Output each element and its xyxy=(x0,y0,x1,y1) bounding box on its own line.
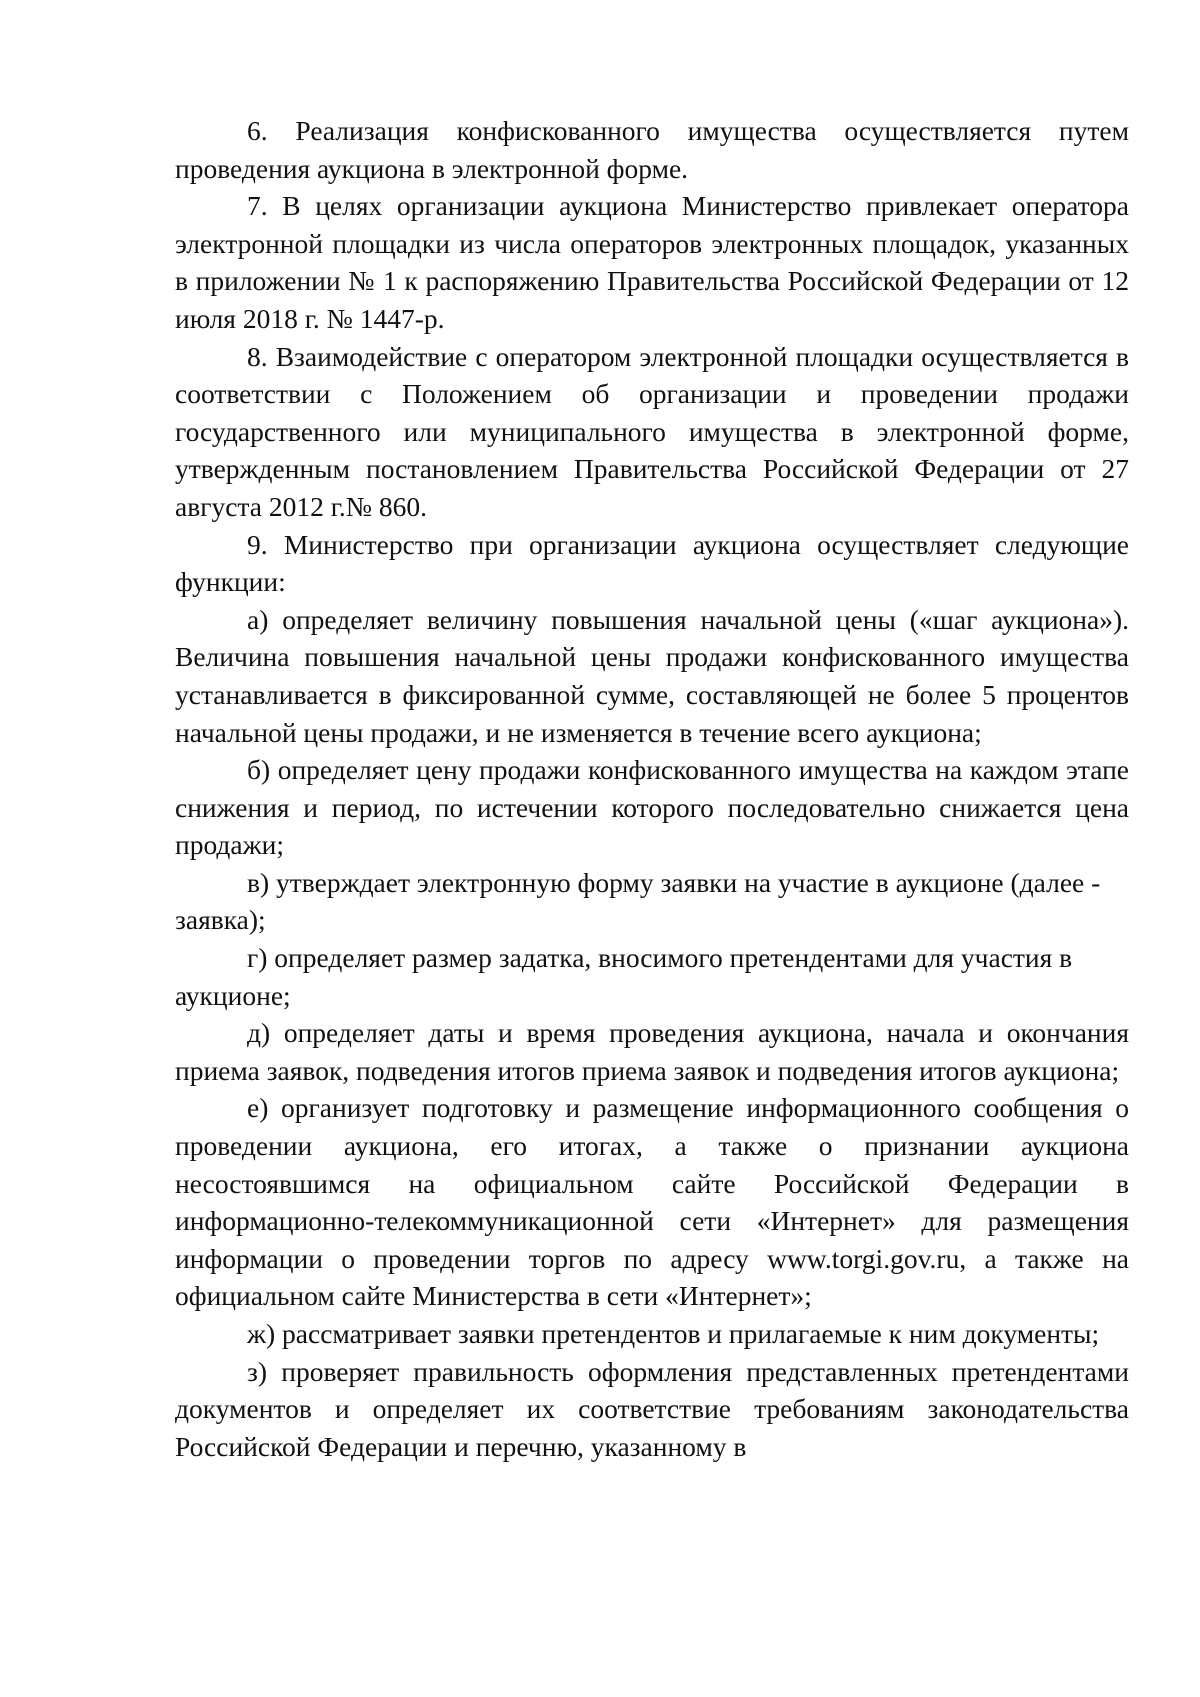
paragraph-item-7: 7. В целях организации аукциона Министерство привлекает оператора электронной площадки из числа операторов электронных площадок, указанных в приложении № 1 к распоряжению Правительства Российской Федерации от 12 июля 2018 г. № 1447-р. xyxy=(175,190,1129,334)
subparagraph-z: з) проверяет правильность оформления представленных претендентами документов и определяет их соответствие требованиям законодательства Российской Федерации и перечню, указанному в xyxy=(175,1355,1129,1462)
subparagraph-d: д) определяет даты и время проведения аукциона, начала и окончания приема заявок, подведения итогов приема заявок и подведения итогов аукциона; xyxy=(175,1017,1129,1086)
subparagraph-a: а) определяет величину повышения начальной цены («шаг аукциона»). Величина повышения начальной цены продажи конфискованного имущества устанавливается в фиксированной сумме, составляющей не более 5 процентов начальной цены продажи, и не изменяется в течение всего аукциона; xyxy=(175,603,1129,748)
subparagraph-b: б) определяет цену продажи конфискованного имущества на каждом этапе снижения и период, по истечении которого последовательно снижается цена продажи; xyxy=(175,754,1129,861)
subparagraph-g: г) определяет размер задатка, вносимого претендентами для участия в аукционе; xyxy=(175,942,1073,1011)
document-body xyxy=(175,112,1129,1465)
paragraph-item-9: 9. Министерство при организации аукциона осуществляет следующие функции: xyxy=(175,528,1129,598)
subparagraph-e: е) организует подготовку и размещение информационного сообщения о проведении аукциона, его итогах, а также о признании аукциона несостоявшимся на официальном сайте Российской Федерации в информационно-телекоммуникационной сети «Интернет» для размещения информации о проведении торгов по адресу www.torgi.gov.ru, а также на официальном сайте Министерства в сети «Интернет»; xyxy=(175,1092,1129,1312)
paragraph-item-6: 6. Реализация конфискованного имущества осуществляется путем проведения аукциона в электронной форме. xyxy=(175,115,1129,184)
subparagraph-v: в) утверждает электронную форму заявки на участие в аукционе (далее - заявка); xyxy=(175,866,1101,936)
paragraph-item-8: 8. Взаимодействие с оператором электронной площадки осуществляется в соответствии с Положением об организации и проведении продажи государственного или муниципального имущества в электронной форме, утвержденным постановлением Правительства Российской Федерации от 27 августа 2012 г.№ 860. xyxy=(175,340,1129,522)
subparagraph-zh: ж) рассматривает заявки претендентов и прилагаемые к ним документы; xyxy=(247,1318,1100,1349)
